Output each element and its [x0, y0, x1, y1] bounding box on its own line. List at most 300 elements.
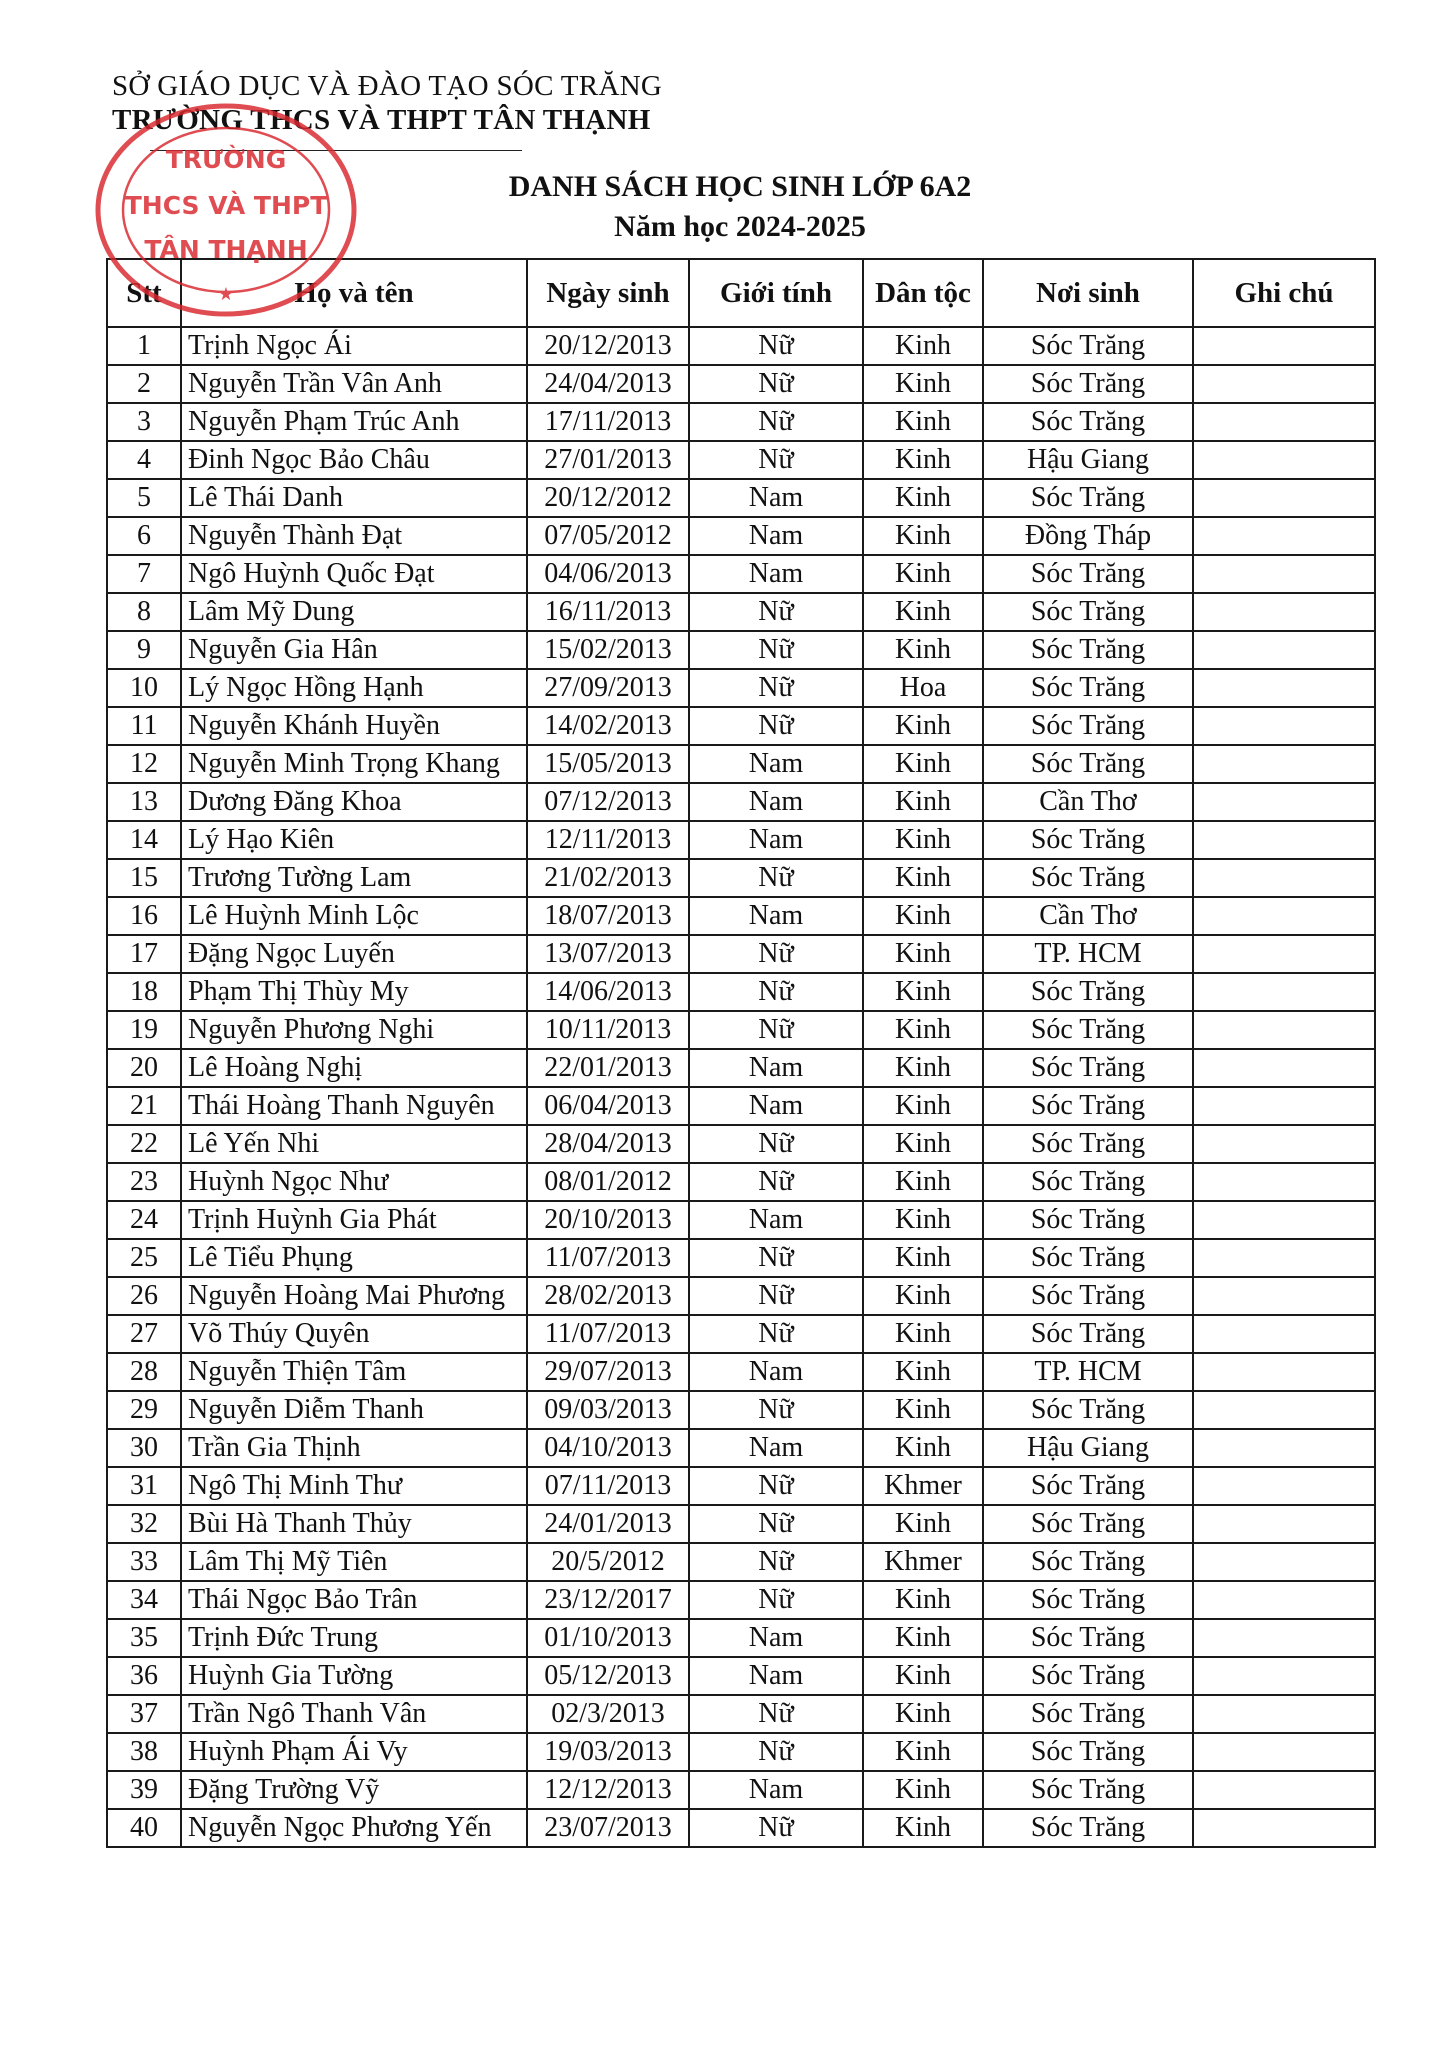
cell-gender: Nữ — [689, 1125, 863, 1163]
cell-stt: 4 — [107, 441, 181, 479]
cell-birthplace: Sóc Trăng — [983, 1163, 1193, 1201]
star-icon: ★ — [217, 284, 235, 305]
cell-ethnicity: Kinh — [863, 973, 983, 1011]
cell-stt: 23 — [107, 1163, 181, 1201]
cell-ethnicity: Kinh — [863, 1087, 983, 1125]
cell-gender: Nữ — [689, 1011, 863, 1049]
table-row — [107, 1049, 1375, 1087]
cell-notes — [1193, 1809, 1375, 1847]
cell-notes — [1193, 593, 1375, 631]
cell-name: Trần Gia Thịnh — [181, 1429, 527, 1467]
cell-ethnicity: Kinh — [863, 517, 983, 555]
cell-birthplace: Sóc Trăng — [983, 1315, 1193, 1353]
cell-notes — [1193, 479, 1375, 517]
cell-birthplace: Sóc Trăng — [983, 1695, 1193, 1733]
cell-notes — [1193, 517, 1375, 555]
cell-ethnicity: Kinh — [863, 1163, 983, 1201]
cell-birthplace: Sóc Trăng — [983, 365, 1193, 403]
cell-birthplace: Sóc Trăng — [983, 707, 1193, 745]
cell-gender: Nữ — [689, 1581, 863, 1619]
cell-birthplace: Sóc Trăng — [983, 1771, 1193, 1809]
cell-birthplace: Sóc Trăng — [983, 479, 1193, 517]
cell-birthplace: Sóc Trăng — [983, 1239, 1193, 1277]
cell-birthdate: 20/5/2012 — [527, 1543, 689, 1581]
cell-name: Huỳnh Gia Tường — [181, 1657, 527, 1695]
table-row — [107, 821, 1375, 859]
table-row — [107, 1543, 1375, 1581]
table-row — [107, 669, 1375, 707]
column-header-name: Họ và tên — [181, 259, 527, 327]
cell-name: Nguyễn Hoàng Mai Phương — [181, 1277, 527, 1315]
cell-name: Trịnh Huỳnh Gia Phát — [181, 1201, 527, 1239]
cell-notes — [1193, 1315, 1375, 1353]
table-row — [107, 1809, 1375, 1847]
cell-notes — [1193, 1239, 1375, 1277]
cell-birthdate: 24/01/2013 — [527, 1505, 689, 1543]
cell-birthdate: 07/11/2013 — [527, 1467, 689, 1505]
cell-gender: Nữ — [689, 669, 863, 707]
cell-birthplace: Sóc Trăng — [983, 1391, 1193, 1429]
cell-name: Trịnh Ngọc Ái — [181, 327, 527, 365]
cell-birthdate: 28/02/2013 — [527, 1277, 689, 1315]
cell-gender: Nữ — [689, 1391, 863, 1429]
cell-birthplace: Sóc Trăng — [983, 1467, 1193, 1505]
cell-birthdate: 04/10/2013 — [527, 1429, 689, 1467]
cell-birthdate: 05/12/2013 — [527, 1657, 689, 1695]
cell-gender: Nam — [689, 1087, 863, 1125]
cell-stt: 7 — [107, 555, 181, 593]
cell-stt: 11 — [107, 707, 181, 745]
cell-ethnicity: Kinh — [863, 707, 983, 745]
cell-stt: 14 — [107, 821, 181, 859]
cell-ethnicity: Kinh — [863, 1277, 983, 1315]
cell-notes — [1193, 1695, 1375, 1733]
cell-birthplace: Sóc Trăng — [983, 1087, 1193, 1125]
cell-birthdate: 23/07/2013 — [527, 1809, 689, 1847]
cell-birthplace: Cần Thơ — [983, 897, 1193, 935]
cell-name: Nguyễn Thiện Tâm — [181, 1353, 527, 1391]
cell-birthdate: 04/06/2013 — [527, 555, 689, 593]
cell-gender: Nam — [689, 479, 863, 517]
cell-name: Lê Tiểu Phụng — [181, 1239, 527, 1277]
cell-birthplace: Sóc Trăng — [983, 669, 1193, 707]
cell-notes — [1193, 669, 1375, 707]
cell-notes — [1193, 1657, 1375, 1695]
table-row — [107, 1239, 1375, 1277]
cell-stt: 34 — [107, 1581, 181, 1619]
table-row — [107, 1657, 1375, 1695]
cell-gender: Nữ — [689, 593, 863, 631]
cell-gender: Nữ — [689, 365, 863, 403]
cell-gender: Nam — [689, 1429, 863, 1467]
table-row — [107, 441, 1375, 479]
cell-gender: Nữ — [689, 1543, 863, 1581]
cell-stt: 20 — [107, 1049, 181, 1087]
cell-name: Đinh Ngọc Bảo Châu — [181, 441, 527, 479]
cell-notes — [1193, 441, 1375, 479]
cell-birthdate: 20/10/2013 — [527, 1201, 689, 1239]
cell-name: Nguyễn Phương Nghi — [181, 1011, 527, 1049]
column-header-gender: Giới tính — [689, 259, 863, 327]
cell-gender: Nam — [689, 897, 863, 935]
cell-name: Lâm Mỹ Dung — [181, 593, 527, 631]
cell-gender: Nam — [689, 1657, 863, 1695]
cell-gender: Nam — [689, 1201, 863, 1239]
cell-birthdate: 17/11/2013 — [527, 403, 689, 441]
cell-gender: Nam — [689, 1049, 863, 1087]
cell-stt: 40 — [107, 1809, 181, 1847]
table-row — [107, 365, 1375, 403]
cell-birthdate: 29/07/2013 — [527, 1353, 689, 1391]
cell-ethnicity: Kinh — [863, 479, 983, 517]
cell-ethnicity: Kinh — [863, 1695, 983, 1733]
cell-birthplace: Sóc Trăng — [983, 1049, 1193, 1087]
cell-gender: Nam — [689, 1353, 863, 1391]
table-row — [107, 1695, 1375, 1733]
cell-notes — [1193, 1505, 1375, 1543]
cell-name: Trần Ngô Thanh Vân — [181, 1695, 527, 1733]
cell-gender: Nữ — [689, 1467, 863, 1505]
table-row — [107, 1467, 1375, 1505]
cell-birthplace: Sóc Trăng — [983, 403, 1193, 441]
cell-birthdate: 11/07/2013 — [527, 1239, 689, 1277]
cell-birthdate: 02/3/2013 — [527, 1695, 689, 1733]
cell-ethnicity: Kinh — [863, 821, 983, 859]
cell-gender: Nữ — [689, 935, 863, 973]
cell-birthdate: 24/04/2013 — [527, 365, 689, 403]
cell-stt: 19 — [107, 1011, 181, 1049]
table-row — [107, 1125, 1375, 1163]
cell-notes — [1193, 1201, 1375, 1239]
table-row — [107, 1391, 1375, 1429]
table-row — [107, 327, 1375, 365]
cell-name: Dương Đăng Khoa — [181, 783, 527, 821]
cell-birthplace: Đồng Tháp — [983, 517, 1193, 555]
column-header-birthdate: Ngày sinh — [527, 259, 689, 327]
table-row — [107, 1201, 1375, 1239]
cell-notes — [1193, 783, 1375, 821]
cell-ethnicity: Kinh — [863, 1239, 983, 1277]
cell-birthplace: Sóc Trăng — [983, 859, 1193, 897]
cell-birthdate: 09/03/2013 — [527, 1391, 689, 1429]
cell-gender: Nữ — [689, 707, 863, 745]
cell-name: Đặng Ngọc Luyến — [181, 935, 527, 973]
cell-birthplace: Cần Thơ — [983, 783, 1193, 821]
cell-stt: 35 — [107, 1619, 181, 1657]
cell-notes — [1193, 631, 1375, 669]
cell-stt: 21 — [107, 1087, 181, 1125]
cell-name: Lý Hạo Kiên — [181, 821, 527, 859]
cell-notes — [1193, 859, 1375, 897]
table-row — [107, 403, 1375, 441]
cell-ethnicity: Kinh — [863, 1429, 983, 1467]
cell-notes — [1193, 707, 1375, 745]
department-name: SỞ GIÁO DỤC VÀ ĐÀO TẠO SÓC TRĂNG — [112, 70, 663, 102]
cell-birthdate: 22/01/2013 — [527, 1049, 689, 1087]
cell-birthplace: Sóc Trăng — [983, 631, 1193, 669]
cell-birthplace: Sóc Trăng — [983, 1733, 1193, 1771]
cell-ethnicity: Kinh — [863, 1315, 983, 1353]
cell-ethnicity: Kinh — [863, 1733, 983, 1771]
cell-stt: 31 — [107, 1467, 181, 1505]
cell-birthdate: 19/03/2013 — [527, 1733, 689, 1771]
cell-birthdate: 27/01/2013 — [527, 441, 689, 479]
cell-gender: Nữ — [689, 1695, 863, 1733]
cell-name: Huỳnh Ngọc Như — [181, 1163, 527, 1201]
cell-gender: Nữ — [689, 327, 863, 365]
cell-birthplace: Sóc Trăng — [983, 555, 1193, 593]
cell-ethnicity: Kinh — [863, 1391, 983, 1429]
cell-name: Nguyễn Trần Vân Anh — [181, 365, 527, 403]
cell-ethnicity: Kinh — [863, 859, 983, 897]
cell-birthdate: 12/11/2013 — [527, 821, 689, 859]
column-header-notes: Ghi chú — [1193, 259, 1375, 327]
table-row — [107, 1619, 1375, 1657]
table-row — [107, 1733, 1375, 1771]
cell-ethnicity: Kinh — [863, 1809, 983, 1847]
cell-stt: 15 — [107, 859, 181, 897]
cell-birthdate: 14/06/2013 — [527, 973, 689, 1011]
cell-birthplace: Sóc Trăng — [983, 1201, 1193, 1239]
cell-birthdate: 15/02/2013 — [527, 631, 689, 669]
cell-ethnicity: Kinh — [863, 745, 983, 783]
cell-name: Thái Hoàng Thanh Nguyên — [181, 1087, 527, 1125]
cell-ethnicity: Kinh — [863, 1201, 983, 1239]
cell-birthdate: 10/11/2013 — [527, 1011, 689, 1049]
cell-ethnicity: Kinh — [863, 1011, 983, 1049]
cell-birthdate: 07/12/2013 — [527, 783, 689, 821]
cell-notes — [1193, 1429, 1375, 1467]
cell-stt: 26 — [107, 1277, 181, 1315]
cell-stt: 28 — [107, 1353, 181, 1391]
cell-ethnicity: Kinh — [863, 593, 983, 631]
cell-name: Huỳnh Phạm Ái Vy — [181, 1733, 527, 1771]
cell-name: Trương Tường Lam — [181, 859, 527, 897]
cell-stt: 5 — [107, 479, 181, 517]
cell-stt: 18 — [107, 973, 181, 1011]
cell-stt: 6 — [107, 517, 181, 555]
cell-name: Lý Ngọc Hồng Hạnh — [181, 669, 527, 707]
cell-ethnicity: Kinh — [863, 1771, 983, 1809]
document-title: DANH SÁCH HỌC SINH LỚP 6A2 — [508, 170, 972, 203]
cell-birthdate: 23/12/2017 — [527, 1581, 689, 1619]
cell-ethnicity: Kinh — [863, 365, 983, 403]
cell-gender: Nữ — [689, 441, 863, 479]
cell-gender: Nữ — [689, 1809, 863, 1847]
cell-birthplace: Hậu Giang — [983, 441, 1193, 479]
cell-notes — [1193, 1011, 1375, 1049]
cell-notes — [1193, 745, 1375, 783]
cell-ethnicity: Kinh — [863, 935, 983, 973]
cell-birthplace: TP. HCM — [983, 935, 1193, 973]
cell-stt: 10 — [107, 669, 181, 707]
cell-gender: Nữ — [689, 403, 863, 441]
cell-notes — [1193, 1087, 1375, 1125]
cell-birthplace: Sóc Trăng — [983, 1277, 1193, 1315]
cell-birthplace: Sóc Trăng — [983, 1657, 1193, 1695]
cell-stt: 9 — [107, 631, 181, 669]
cell-notes — [1193, 1467, 1375, 1505]
cell-ethnicity: Khmer — [863, 1467, 983, 1505]
cell-birthdate: 15/05/2013 — [527, 745, 689, 783]
table-row — [107, 631, 1375, 669]
cell-name: Nguyễn Thành Đạt — [181, 517, 527, 555]
cell-birthdate: 06/04/2013 — [527, 1087, 689, 1125]
cell-gender: Nữ — [689, 1163, 863, 1201]
cell-birthplace: Sóc Trăng — [983, 821, 1193, 859]
cell-stt: 13 — [107, 783, 181, 821]
table-row — [107, 1771, 1375, 1809]
cell-gender: Nam — [689, 517, 863, 555]
cell-birthplace: Sóc Trăng — [983, 745, 1193, 783]
cell-gender: Nam — [689, 783, 863, 821]
cell-gender: Nữ — [689, 1505, 863, 1543]
cell-stt: 22 — [107, 1125, 181, 1163]
cell-ethnicity: Kinh — [863, 1049, 983, 1087]
cell-ethnicity: Hoa — [863, 669, 983, 707]
cell-birthdate: 16/11/2013 — [527, 593, 689, 631]
table-row — [107, 859, 1375, 897]
cell-stt: 30 — [107, 1429, 181, 1467]
cell-stt: 3 — [107, 403, 181, 441]
cell-notes — [1193, 1125, 1375, 1163]
cell-gender: Nữ — [689, 1733, 863, 1771]
cell-birthplace: Hậu Giang — [983, 1429, 1193, 1467]
cell-name: Lê Yến Nhi — [181, 1125, 527, 1163]
cell-stt: 33 — [107, 1543, 181, 1581]
cell-ethnicity: Kinh — [863, 327, 983, 365]
table-row — [107, 1581, 1375, 1619]
cell-name: Lâm Thị Mỹ Tiên — [181, 1543, 527, 1581]
header-divider — [150, 150, 522, 151]
table-row — [107, 1353, 1375, 1391]
cell-birthplace: Sóc Trăng — [983, 1581, 1193, 1619]
cell-gender: Nam — [689, 821, 863, 859]
cell-birthplace: Sóc Trăng — [983, 1543, 1193, 1581]
cell-birthdate: 13/07/2013 — [527, 935, 689, 973]
cell-birthdate: 27/09/2013 — [527, 669, 689, 707]
cell-ethnicity: Kinh — [863, 631, 983, 669]
cell-notes — [1193, 327, 1375, 365]
cell-ethnicity: Kinh — [863, 1353, 983, 1391]
cell-birthdate: 28/04/2013 — [527, 1125, 689, 1163]
cell-name: Lê Huỳnh Minh Lộc — [181, 897, 527, 935]
cell-ethnicity: Kinh — [863, 1657, 983, 1695]
cell-ethnicity: Kinh — [863, 403, 983, 441]
cell-notes — [1193, 821, 1375, 859]
cell-stt: 38 — [107, 1733, 181, 1771]
cell-stt: 29 — [107, 1391, 181, 1429]
cell-notes — [1193, 1619, 1375, 1657]
cell-gender: Nữ — [689, 631, 863, 669]
cell-name: Lê Hoàng Nghị — [181, 1049, 527, 1087]
cell-birthplace: TP. HCM — [983, 1353, 1193, 1391]
cell-name: Nguyễn Ngọc Phương Yến — [181, 1809, 527, 1847]
cell-stt: 24 — [107, 1201, 181, 1239]
cell-name: Nguyễn Khánh Huyền — [181, 707, 527, 745]
cell-name: Nguyễn Minh Trọng Khang — [181, 745, 527, 783]
cell-birthplace: Sóc Trăng — [983, 1505, 1193, 1543]
cell-name: Ngô Huỳnh Quốc Đạt — [181, 555, 527, 593]
cell-ethnicity: Kinh — [863, 783, 983, 821]
cell-notes — [1193, 1049, 1375, 1087]
cell-gender: Nam — [689, 1619, 863, 1657]
table-row — [107, 935, 1375, 973]
cell-birthdate: 11/07/2013 — [527, 1315, 689, 1353]
table-row — [107, 1163, 1375, 1201]
cell-notes — [1193, 1163, 1375, 1201]
cell-ethnicity: Kinh — [863, 897, 983, 935]
table-header-row — [107, 259, 1375, 327]
cell-notes — [1193, 403, 1375, 441]
cell-stt: 16 — [107, 897, 181, 935]
cell-birthdate: 20/12/2012 — [527, 479, 689, 517]
cell-stt: 12 — [107, 745, 181, 783]
cell-name: Võ Thúy Quyên — [181, 1315, 527, 1353]
cell-notes — [1193, 1733, 1375, 1771]
cell-name: Bùi Hà Thanh Thủy — [181, 1505, 527, 1543]
cell-gender: Nam — [689, 745, 863, 783]
table-row — [107, 593, 1375, 631]
cell-ethnicity: Kinh — [863, 1125, 983, 1163]
cell-name: Đặng Trường Vỹ — [181, 1771, 527, 1809]
cell-gender: Nữ — [689, 1277, 863, 1315]
cell-name: Nguyễn Diễm Thanh — [181, 1391, 527, 1429]
stamp-line-3: TÂN THẠNH — [144, 235, 308, 264]
cell-stt: 25 — [107, 1239, 181, 1277]
table-row — [107, 1429, 1375, 1467]
cell-notes — [1193, 1581, 1375, 1619]
table-row — [107, 1315, 1375, 1353]
table-row — [107, 555, 1375, 593]
column-header-birthplace: Nơi sinh — [983, 259, 1193, 327]
cell-name: Ngô Thị Minh Thư — [181, 1467, 527, 1505]
table-row — [107, 1011, 1375, 1049]
cell-ethnicity: Kinh — [863, 1505, 983, 1543]
cell-ethnicity: Kinh — [863, 1619, 983, 1657]
cell-notes — [1193, 1277, 1375, 1315]
cell-stt: 17 — [107, 935, 181, 973]
stamp-line-1: TRƯỜNG — [165, 145, 287, 174]
cell-stt: 37 — [107, 1695, 181, 1733]
cell-stt: 27 — [107, 1315, 181, 1353]
cell-gender: Nữ — [689, 1315, 863, 1353]
cell-name: Trịnh Đức Trung — [181, 1619, 527, 1657]
cell-birthdate: 01/10/2013 — [527, 1619, 689, 1657]
cell-gender: Nam — [689, 555, 863, 593]
cell-birthdate: 18/07/2013 — [527, 897, 689, 935]
cell-birthplace: Sóc Trăng — [983, 593, 1193, 631]
table-row — [107, 707, 1375, 745]
cell-notes — [1193, 1543, 1375, 1581]
table-row — [107, 973, 1375, 1011]
cell-birthplace: Sóc Trăng — [983, 1619, 1193, 1657]
cell-birthplace: Sóc Trăng — [983, 1809, 1193, 1847]
cell-name: Nguyễn Gia Hân — [181, 631, 527, 669]
student-roster-table — [106, 258, 1376, 1848]
cell-notes — [1193, 1391, 1375, 1429]
table-row — [107, 479, 1375, 517]
cell-ethnicity: Khmer — [863, 1543, 983, 1581]
cell-ethnicity: Kinh — [863, 1581, 983, 1619]
cell-gender: Nữ — [689, 973, 863, 1011]
cell-birthdate: 08/01/2012 — [527, 1163, 689, 1201]
cell-birthdate: 21/02/2013 — [527, 859, 689, 897]
table-row — [107, 1087, 1375, 1125]
table-row — [107, 1505, 1375, 1543]
column-header-ethnicity: Dân tộc — [863, 259, 983, 327]
cell-birthplace: Sóc Trăng — [983, 973, 1193, 1011]
